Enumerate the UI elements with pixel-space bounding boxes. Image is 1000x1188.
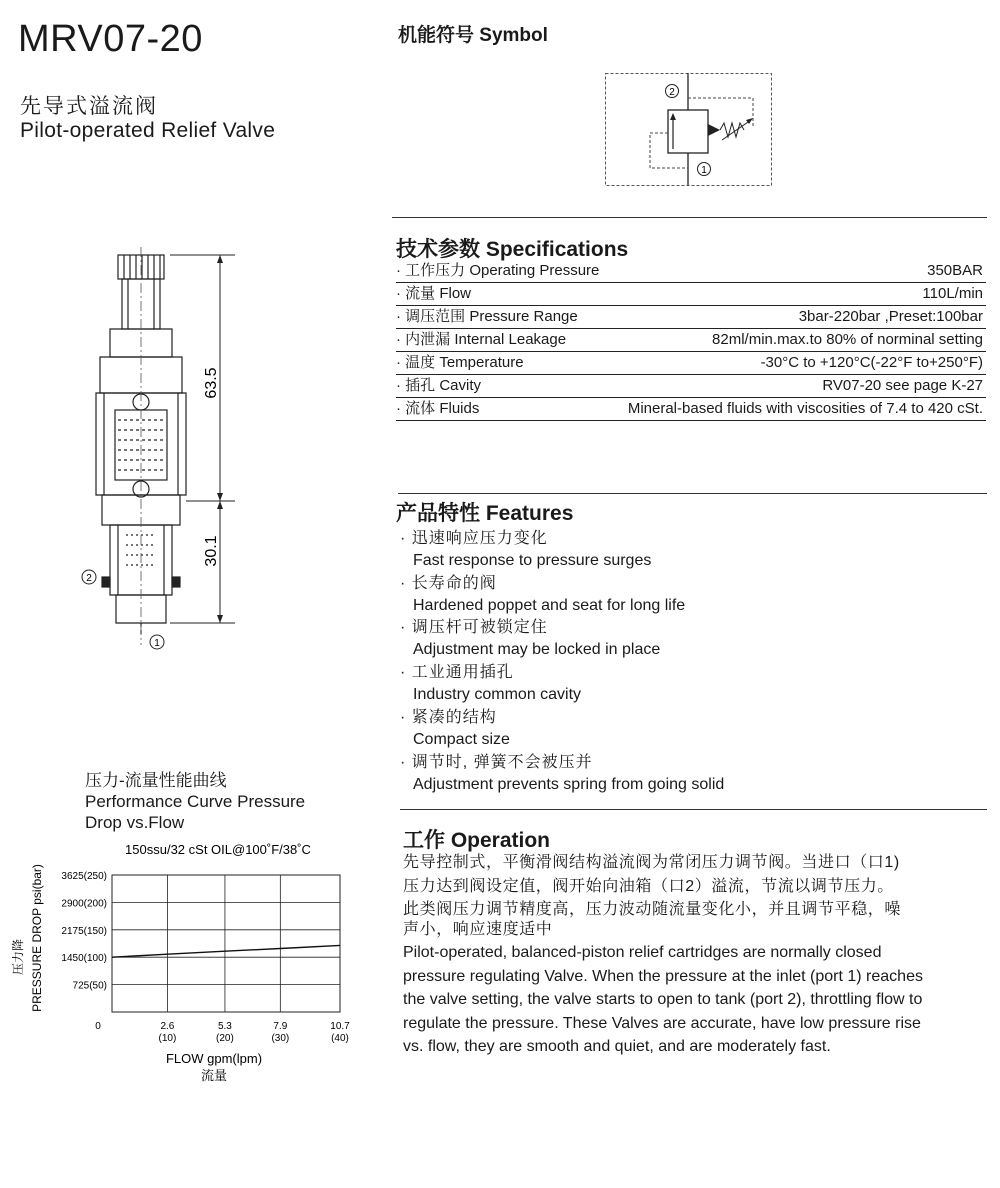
chart-xtick-sublabel: (10) bbox=[158, 1033, 177, 1044]
spec-value: 350BAR bbox=[927, 262, 983, 279]
drawing-port-2-label: 2 bbox=[86, 573, 92, 584]
spec-label: · 流体 Fluids bbox=[396, 400, 480, 417]
chart-xtick-label: 7.9 bbox=[273, 1021, 288, 1032]
divider bbox=[400, 809, 987, 810]
spec-label: · 内泄漏 Internal Leakage bbox=[396, 331, 567, 348]
spec-row bbox=[396, 398, 986, 421]
dimension-lower: 30.1 bbox=[203, 535, 220, 567]
feature-cn: · 工业通用插孔 bbox=[400, 664, 514, 681]
spec-label: · 工作压力 Operating Pressure bbox=[396, 262, 600, 279]
feature-item bbox=[400, 749, 724, 794]
divider bbox=[392, 217, 987, 218]
chart-ytick-label: 1450(100) bbox=[61, 953, 107, 965]
operation-cn-line: 压力达到阀设定值，阀开始向油箱（口2）溢流，节流以调节压力。 bbox=[403, 877, 894, 895]
spec-label: · 流量 Flow bbox=[396, 285, 472, 302]
curve-title-en-1: Performance Curve Pressure bbox=[85, 792, 306, 811]
spec-value: RV07-20 see page K-27 bbox=[822, 377, 983, 394]
features-heading: 产品特性 Features bbox=[396, 502, 574, 525]
dimension-upper: 63.5 bbox=[203, 367, 220, 399]
feature-item bbox=[400, 525, 651, 570]
feature-cn: · 调节时, 弹簧不会被压并 bbox=[400, 754, 593, 771]
chart-ytick-label: 3625(250) bbox=[61, 871, 107, 882]
chart-xtick-sublabel: (20) bbox=[216, 1033, 234, 1044]
operation-en-line: Pilot-operated, balanced-piston relief cartridges are normally closed bbox=[403, 944, 882, 961]
feature-cn: · 调压杆可被锁定住 bbox=[400, 619, 548, 636]
chart-xtick-label: 10.7 bbox=[330, 1021, 350, 1032]
product-name-en: Pilot-operated Relief Valve bbox=[20, 119, 276, 142]
feature-item bbox=[400, 570, 685, 615]
operation-en-line: the valve setting, the valve starts to open to tank (port 2), throttling flow to bbox=[403, 991, 923, 1008]
feature-en: Hardened poppet and seat for long life bbox=[413, 597, 686, 614]
performance-chart bbox=[0, 840, 370, 1090]
specifications-heading: 技术参数 Specifications bbox=[396, 238, 629, 261]
feature-en: Compact size bbox=[413, 731, 510, 748]
feature-cn: · 紧凑的结构 bbox=[400, 709, 497, 726]
chart-xlabel: FLOW gpm(lpm) bbox=[165, 1051, 263, 1066]
curve-title-cn: 压力-流量性能曲线 bbox=[85, 771, 227, 790]
operation-en-line: regulate the pressure. These Valves are accurate, have low pressure rise bbox=[403, 1014, 921, 1032]
chart-xtick-sublabel: (30) bbox=[271, 1033, 290, 1044]
chart-ytick-label: 725(50) bbox=[72, 980, 107, 992]
chart-ylabel: PRESSURE DROP psi(bar) bbox=[30, 864, 44, 1012]
chart-ytick-label: 2900(200) bbox=[61, 898, 107, 910]
feature-item bbox=[400, 614, 660, 659]
spec-value: 3bar-220bar ,Preset:100bar bbox=[798, 308, 983, 325]
spec-label: · 插孔 Cavity bbox=[396, 377, 482, 394]
spec-value: 82ml/min.max.to 80% of norminal setting bbox=[712, 331, 983, 348]
curve-title bbox=[85, 770, 305, 833]
feature-en: Fast response to pressure surges bbox=[413, 552, 652, 569]
model-title: MRV07-20 bbox=[18, 18, 203, 60]
chart-series-line bbox=[112, 945, 340, 957]
spec-value: 110L/min bbox=[922, 285, 983, 302]
feature-item bbox=[400, 659, 581, 704]
chart-ylabel-cn: 压力降 bbox=[11, 938, 25, 976]
hydraulic-symbol bbox=[605, 73, 773, 188]
symbol-port-2-label: 2 bbox=[669, 87, 675, 98]
chart-grid bbox=[112, 875, 340, 1012]
spec-value: -30°C to +120°C(-22°F to+250°F) bbox=[760, 354, 983, 371]
operation-cn-line: 先导控制式，平衡滑阀结构溢流阀为常闭压力调节阀。当进口（口1) bbox=[403, 854, 900, 871]
chart-xtick-label: 2.6 bbox=[160, 1021, 175, 1032]
product-name-cn: 先导式溢流阀 bbox=[20, 95, 158, 118]
symbol-port-1-label: 1 bbox=[701, 165, 707, 176]
symbol-heading: 机能符号 Symbol bbox=[398, 25, 548, 46]
operation-en-line: vs. flow, they are smooth and quiet, and are moderately fast. bbox=[403, 1038, 831, 1055]
chart-xtick-sublabel: (40) bbox=[331, 1033, 349, 1044]
feature-en: Industry common cavity bbox=[413, 686, 582, 703]
feature-item bbox=[400, 704, 510, 749]
pilot-arrow-icon bbox=[708, 124, 720, 136]
chart-xtick-label: 5.3 bbox=[217, 1021, 232, 1032]
spec-label: · 温度 Temperature bbox=[396, 354, 524, 371]
feature-en: Adjustment may be locked in place bbox=[413, 641, 661, 658]
operation-cn-line: 声小，响应速度适中 bbox=[403, 920, 553, 938]
spec-value: Mineral-based fluids with viscosities of 7.4 to 420 cSt. bbox=[627, 400, 983, 417]
spec-label: · 调压范围 Pressure Range bbox=[396, 308, 578, 325]
operation-heading: 工作 Operation bbox=[403, 829, 551, 852]
chart-frame bbox=[112, 875, 340, 1012]
feature-cn: · 长寿命的阀 bbox=[400, 575, 497, 592]
spec-row bbox=[396, 329, 986, 352]
operation-text bbox=[403, 851, 988, 1059]
chart-ytick-label: 2175(150) bbox=[61, 925, 107, 937]
feature-en: Adjustment prevents spring from going solid bbox=[413, 776, 725, 793]
chart-xlabel-cn: 流量 bbox=[200, 1068, 228, 1083]
chart-title: 150ssu/32 cSt OIL@100˚F/38˚C bbox=[125, 842, 311, 857]
feature-cn: · 迅速响应压力变化 bbox=[400, 530, 548, 547]
chart-xtick-label: 0 bbox=[95, 1021, 101, 1032]
spec-row bbox=[396, 260, 986, 283]
operation-cn-line: 此类阀压力调节精度高，压力波动随流量变化小，并且调节平稳，噪 bbox=[403, 901, 902, 918]
spec-row bbox=[396, 375, 986, 398]
cartridge-drawing bbox=[70, 245, 270, 665]
operation-en-line: pressure regulating Valve. When the pressure at the inlet (port 1) reaches bbox=[403, 967, 923, 985]
spec-row bbox=[396, 352, 986, 375]
spec-row bbox=[396, 306, 986, 329]
drawing-port-1-label: 1 bbox=[154, 638, 160, 649]
curve-title-en-2: Drop vs.Flow bbox=[85, 813, 185, 832]
divider bbox=[398, 493, 987, 494]
spec-row bbox=[396, 283, 986, 306]
